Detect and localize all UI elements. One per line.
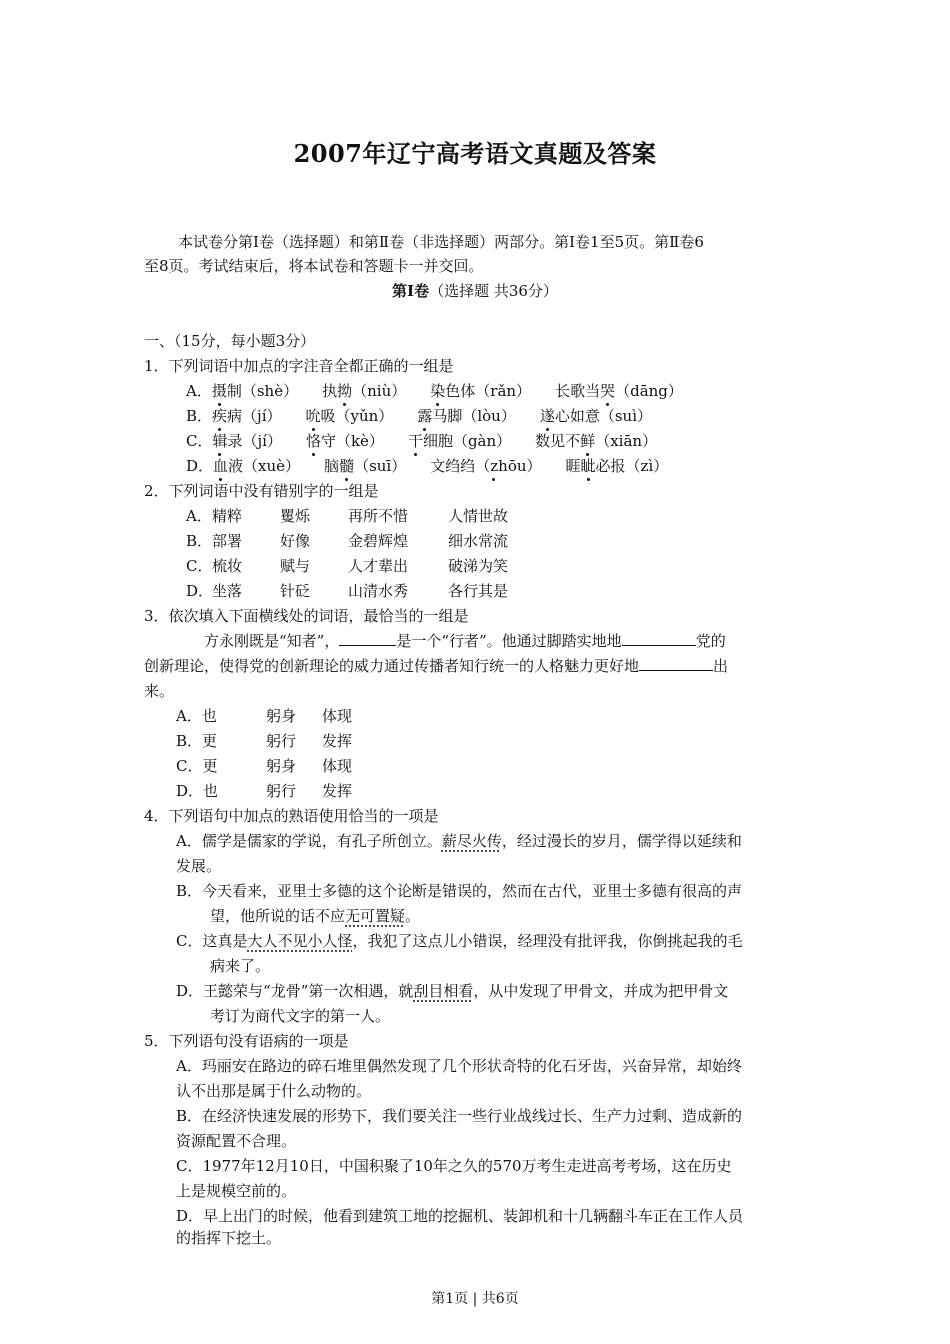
passage-text: 创新理论，使得党的创新理论的威力通过传播者知行统一的人格魅力更好地 [144,657,640,675]
q1-stem: 1．下列词语中加点的字注音全都正确的一组是 [144,357,454,375]
fill-blank-3 [639,656,713,671]
intro-line-2: 至8页。考试结束后，将本试卷和答题卡一并交回。 [144,257,484,275]
option-text: 录（jí） [227,432,282,450]
option-word: 金碧辉煌 [348,532,409,550]
option-letter: A． [186,507,212,525]
option-text: 制（shè） [226,382,299,400]
option-word: 人才辈出 [348,557,409,575]
option-text: D．王懿荣与“龙骨”第一次相遇，就 [176,982,414,1000]
q2-option-c [186,556,508,576]
dotted-idiom: 无可置疑 [345,907,406,925]
passage-text: 出 [713,657,729,675]
option-text: C．这真是 [176,932,248,950]
dotted-char: 鲜 [580,432,596,450]
q3-passage-line-2 [144,656,728,676]
q5-stem: 5．下列语句没有语病的一项是 [144,1032,349,1050]
option-letter: B． [186,407,213,425]
dotted-char: 干 [407,432,423,450]
option-text: 望，他所说的话不应 [210,907,346,925]
option-letter: D． [186,582,214,600]
option-word: 体现 [322,707,353,725]
dotted-char: 辑 [212,432,228,450]
option-text: ，从中发现了甲骨文，并成为把甲骨文 [473,982,729,1000]
option-word: 人情世故 [448,507,509,525]
option-text: （niù） [352,382,407,400]
q2-option-b [186,531,508,551]
option-text: 必报（zì） [595,457,669,475]
option-text: ，经过漫长的岁月，儒学得以延续和 [501,832,742,850]
option-word: 破涕为笑 [448,557,509,575]
option-word: B．更 [176,732,218,750]
fill-blank-2 [622,631,696,646]
option-text: 病（jí） [227,407,282,425]
option-word: 针砭 [280,582,311,600]
dotted-char: 露 [417,407,433,425]
q5-option-d-line-1: D．早上出门的时候，他看到建筑工地的挖掘机、装卸机和十几辆翻斗车正在工作人员 [176,1207,744,1225]
q4-option-d-line-2: 考订为商代文字的第一人。 [210,1007,391,1025]
passage-text: 方永刚既是“知者”， [204,632,340,650]
q5-option-b-line-2: 资源配置不合理。 [176,1132,297,1150]
dotted-char: 遂 [539,407,555,425]
q4-stem: 4．下列语句中加点的熟语使用恰当的一项是 [144,807,439,825]
option-word: 体现 [322,757,353,775]
option-letter: C． [186,557,213,575]
option-text: ，我犯了这点儿小错误，经理没有批评我，你倒挑起我的毛 [352,932,743,950]
section-heading [0,281,950,301]
option-text: （xiān） [595,432,658,450]
q3-option-d [176,781,352,801]
option-letter: C． [186,432,213,450]
dotted-char: 恪 [305,432,321,450]
document-title: 2007年辽宁高考语文真题及答案 [293,139,657,168]
option-text: 执 [322,382,338,400]
q3-passage-line-1 [204,631,726,651]
option-text: 脑 [324,457,340,475]
option-text: （dāng） [615,382,683,400]
option-word: 发挥 [322,732,353,750]
option-text: 吸（yǔn） [320,407,394,425]
option-text: 心如意（suì） [554,407,653,425]
dotted-idiom: 刮目相看 [413,982,474,1000]
dotted-char: 血 [213,457,229,475]
dotted-char: 吮 [305,407,321,425]
option-word: 躬身 [266,707,297,725]
q4-option-a-line-2: 发展。 [176,857,222,875]
option-word: 细水常流 [448,532,509,550]
option-word: 躬身 [266,757,297,775]
q4-option-d-line-1 [176,981,728,1001]
option-text: 液（xuè） [228,457,301,475]
intro-line-1: 本试卷分第Ⅰ卷（选择题）和第Ⅱ卷（非选择题）两部分。第Ⅰ卷1至5页。第Ⅱ卷6 [178,233,704,251]
q3-option-c [176,756,352,776]
option-text: 细胞（gàn） [422,432,512,450]
q2-option-a [186,506,508,526]
q1-option-d [186,456,668,476]
q5-option-c-line-1: C．1977年12月10日，中国积聚了10年之久的570万考生走进高考考场，这在历史 [176,1157,732,1175]
dotted-char: 摄 [211,382,227,400]
q5-option-a-line-1: A．玛丽安在路边的碎石堆里偶然发现了几个形状奇特的化石牙齿，兴奋异常，却始终 [176,1057,742,1075]
q1-option-c [186,431,657,451]
q4-option-c-line-2: 病来了。 [210,957,271,975]
passage-text: 是一个“行者”。他通过脚踏实地地 [396,632,622,650]
dotted-char: 疾 [212,407,228,425]
option-word: C．更 [176,757,218,775]
option-word: 发挥 [322,782,353,800]
fill-blank-1 [339,631,396,646]
q1-option-a [186,381,683,401]
q4-option-c-line-1 [176,931,743,951]
option-word: 坐落 [212,582,243,600]
q4-option-b-line-1: B．今天看来，亚里士多德的这个论断是错误的，然而在古代，亚里士多德有很高的声 [176,882,743,900]
option-word: 矍烁 [280,507,311,525]
option-word: 赋与 [280,557,311,575]
option-word: 山清水秀 [348,582,409,600]
option-text: 数见不 [535,432,581,450]
option-word: A．也 [176,707,217,725]
q3-passage-line-3: 来。 [144,682,175,700]
option-letter: B． [186,532,213,550]
dotted-char: 眦 [580,457,596,475]
q5-option-a-line-2: 认不出那是属于什么动物的。 [176,1082,372,1100]
q2-option-d [186,581,508,601]
q5-option-d-line-2: 的指挥下挖土。 [176,1229,282,1247]
passage-text: 党的 [695,632,726,650]
q5-option-b-line-1: B．在经济快速发展的形势下，我们要关注一些行业战线过长、生产力过剩、造成新的 [176,1107,743,1125]
option-word: 躬行 [266,732,297,750]
option-text: 守（kè） [320,432,384,450]
option-text: （suī） [354,457,407,475]
dotted-idiom: 薪尽火传 [441,832,502,850]
option-text: 睚 [565,457,581,475]
option-word: 精粹 [212,507,243,525]
q1-option-b [186,406,652,426]
dotted-char: 染 [430,382,446,400]
part-one-heading: 一、（15分，每小题3分） [144,332,316,350]
q3-option-b [176,731,352,751]
option-word: 好像 [280,532,311,550]
dotted-char: 哭 [600,382,616,400]
dotted-char: 髓 [339,457,355,475]
option-text: 色体（rǎn） [445,382,532,400]
q4-option-b-line-2 [210,906,420,926]
option-text: 长歌当 [555,382,601,400]
option-word: 躬行 [266,782,297,800]
section-heading-bold: 第Ⅰ卷 [392,282,430,300]
option-word: 各行其是 [448,582,509,600]
option-word: 部署 [212,532,243,550]
option-text: 。 [405,907,421,925]
q2-stem: 2．下列词语中没有错别字的一组是 [144,482,379,500]
page-footer: 第1页 | 共6页 [431,1291,519,1307]
option-word: 再所不惜 [348,507,409,525]
q4-option-a-line-1 [176,831,742,851]
option-letter: D． [186,457,214,475]
option-letter: A． [186,382,212,400]
option-text: A．儒学是儒家的学说，有孔子所创立。 [176,832,442,850]
option-text: 文 [430,457,446,475]
option-text: 马脚（lòu） [432,407,516,425]
option-word: D．也 [176,782,219,800]
q3-stem: 3．依次填入下面横线处的词语，最恰当的一组是 [144,607,469,625]
q5-option-c-line-2: 上是规模空前的。 [176,1182,297,1200]
q3-option-a [176,706,352,726]
dotted-char: 拗 [337,382,353,400]
dotted-char: 绉绉（zhōu） [445,457,542,475]
dotted-idiom: 大人不见小人怪 [247,932,353,950]
section-heading-rest: （选择题 共36分） [429,282,558,300]
option-word: 梳妆 [212,557,243,575]
